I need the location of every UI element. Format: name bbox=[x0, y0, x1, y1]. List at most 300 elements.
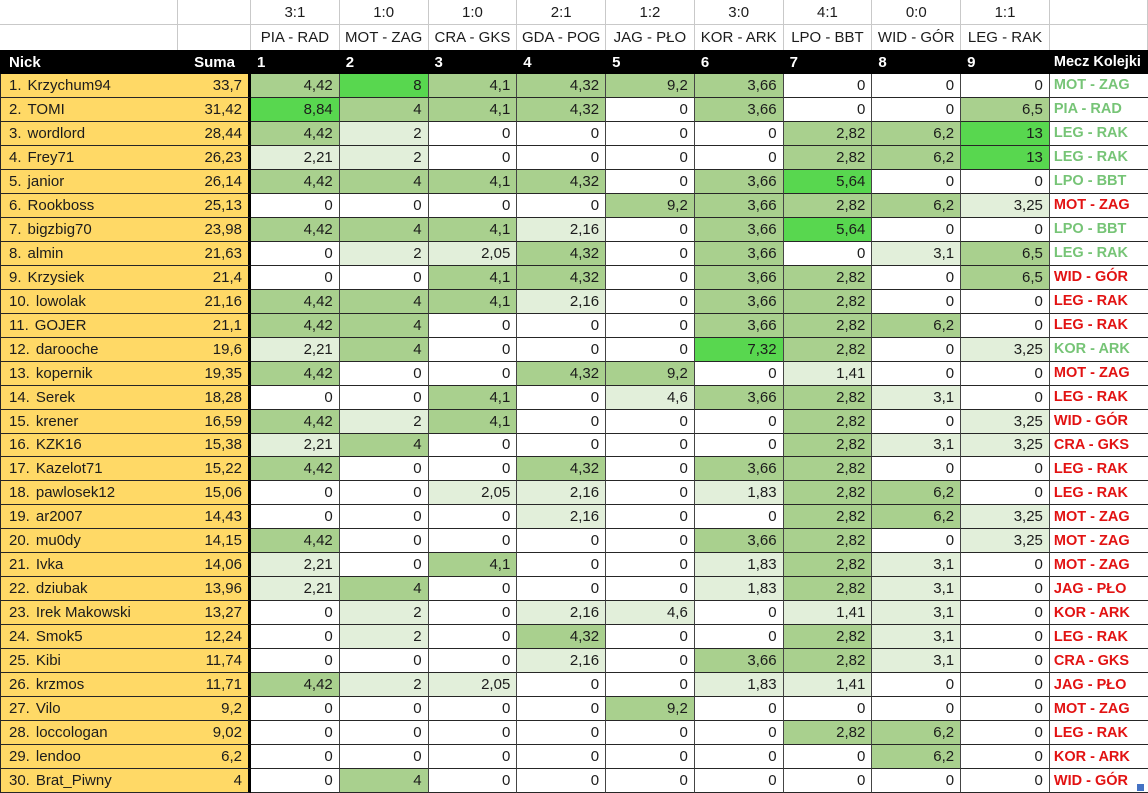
points-cell[interactable]: 0 bbox=[340, 386, 429, 410]
points-cell[interactable]: 0 bbox=[340, 649, 429, 673]
points-cell[interactable]: 13 bbox=[961, 122, 1050, 146]
points-cell[interactable]: 2,21 bbox=[251, 146, 340, 170]
nick-cell[interactable] bbox=[0, 673, 178, 697]
score-header-cell[interactable]: 4:1 bbox=[784, 0, 873, 25]
mecz-kolejki-cell[interactable]: MOT - ZAG bbox=[1050, 74, 1148, 98]
match-header-cell[interactable]: MOT - ZAG bbox=[340, 25, 429, 50]
points-cell[interactable]: 0 bbox=[429, 314, 518, 338]
mecz-kolejki-cell[interactable]: MOT - ZAG bbox=[1050, 362, 1148, 386]
points-cell[interactable]: 2 bbox=[340, 410, 429, 434]
points-cell[interactable]: 0 bbox=[784, 98, 873, 122]
points-cell[interactable]: 0 bbox=[429, 457, 518, 481]
points-cell[interactable]: 0 bbox=[606, 266, 695, 290]
points-cell[interactable]: 0 bbox=[961, 769, 1050, 793]
points-cell[interactable]: 2,82 bbox=[784, 457, 873, 481]
empty-cell[interactable] bbox=[178, 25, 251, 50]
suma-cell[interactable]: 4 bbox=[178, 769, 251, 793]
nick-cell[interactable] bbox=[0, 362, 178, 386]
points-cell[interactable]: 4,32 bbox=[517, 170, 606, 194]
column-header-round[interactable]: 1 bbox=[251, 50, 340, 74]
nick-cell[interactable] bbox=[0, 98, 178, 122]
points-cell[interactable]: 2,82 bbox=[784, 338, 873, 362]
score-header-cell[interactable]: 1:1 bbox=[961, 0, 1050, 25]
points-cell[interactable]: 0 bbox=[517, 410, 606, 434]
points-cell[interactable]: 0 bbox=[961, 697, 1050, 721]
points-cell[interactable]: 0 bbox=[517, 314, 606, 338]
points-cell[interactable]: 4,32 bbox=[517, 266, 606, 290]
points-cell[interactable]: 0 bbox=[961, 673, 1050, 697]
points-cell[interactable]: 0 bbox=[429, 697, 518, 721]
points-cell[interactable]: 0 bbox=[606, 481, 695, 505]
points-cell[interactable]: 6,2 bbox=[872, 194, 961, 218]
points-cell[interactable]: 4,32 bbox=[517, 362, 606, 386]
nick-cell[interactable] bbox=[0, 170, 178, 194]
points-cell[interactable]: 4 bbox=[340, 98, 429, 122]
points-cell[interactable]: 3,66 bbox=[695, 386, 784, 410]
mecz-kolejki-cell[interactable]: CRA - GKS bbox=[1050, 649, 1148, 673]
match-header-cell[interactable]: GDA - POG bbox=[517, 25, 606, 50]
mecz-kolejki-cell[interactable]: JAG - PŁO bbox=[1050, 577, 1148, 601]
points-cell[interactable]: 0 bbox=[606, 410, 695, 434]
points-cell[interactable]: 0 bbox=[340, 457, 429, 481]
points-cell[interactable]: 0 bbox=[961, 170, 1050, 194]
points-cell[interactable]: 2,21 bbox=[251, 577, 340, 601]
points-cell[interactable]: 0 bbox=[340, 362, 429, 386]
points-cell[interactable]: 0 bbox=[961, 577, 1050, 601]
points-cell[interactable]: 0 bbox=[961, 601, 1050, 625]
mecz-kolejki-cell[interactable]: LPO - BBT bbox=[1050, 170, 1148, 194]
nick-cell[interactable] bbox=[0, 577, 178, 601]
mecz-kolejki-cell[interactable]: PIA - RAD bbox=[1050, 98, 1148, 122]
points-cell[interactable]: 0 bbox=[872, 290, 961, 314]
points-cell[interactable]: 2,16 bbox=[517, 290, 606, 314]
points-cell[interactable]: 3,66 bbox=[695, 529, 784, 553]
points-cell[interactable]: 2,21 bbox=[251, 434, 340, 458]
points-cell[interactable]: 3,1 bbox=[872, 577, 961, 601]
points-cell[interactable]: 0 bbox=[784, 745, 873, 769]
mecz-kolejki-cell[interactable]: LEG - RAK bbox=[1050, 314, 1148, 338]
points-cell[interactable]: 4 bbox=[340, 577, 429, 601]
points-cell[interactable]: 0 bbox=[872, 362, 961, 386]
points-cell[interactable]: 0 bbox=[606, 769, 695, 793]
mecz-kolejki-cell[interactable]: LEG - RAK bbox=[1050, 457, 1148, 481]
points-cell[interactable]: 0 bbox=[251, 386, 340, 410]
column-header-suma[interactable]: Suma bbox=[178, 50, 251, 74]
points-cell[interactable]: 1,41 bbox=[784, 673, 873, 697]
points-cell[interactable]: 2,16 bbox=[517, 649, 606, 673]
score-header-cell[interactable]: 0:0 bbox=[872, 0, 961, 25]
nick-cell[interactable] bbox=[0, 338, 178, 362]
points-cell[interactable]: 1,83 bbox=[695, 577, 784, 601]
points-cell[interactable]: 8 bbox=[340, 74, 429, 98]
points-cell[interactable]: 0 bbox=[251, 697, 340, 721]
points-cell[interactable]: 2,82 bbox=[784, 146, 873, 170]
mecz-kolejki-cell[interactable]: MOT - ZAG bbox=[1050, 553, 1148, 577]
points-cell[interactable]: 9,2 bbox=[606, 74, 695, 98]
points-cell[interactable]: 4,1 bbox=[429, 266, 518, 290]
points-cell[interactable]: 2 bbox=[340, 601, 429, 625]
points-cell[interactable]: 0 bbox=[872, 170, 961, 194]
points-cell[interactable]: 4,1 bbox=[429, 290, 518, 314]
match-header-cell[interactable]: LEG - RAK bbox=[961, 25, 1050, 50]
points-cell[interactable]: 0 bbox=[695, 625, 784, 649]
points-cell[interactable]: 4,1 bbox=[429, 218, 518, 242]
suma-cell[interactable]: 26,23 bbox=[178, 146, 251, 170]
points-cell[interactable]: 0 bbox=[961, 74, 1050, 98]
points-cell[interactable]: 4,42 bbox=[251, 218, 340, 242]
points-cell[interactable]: 0 bbox=[340, 697, 429, 721]
points-cell[interactable]: 0 bbox=[340, 529, 429, 553]
points-cell[interactable]: 0 bbox=[340, 266, 429, 290]
points-cell[interactable]: 0 bbox=[961, 362, 1050, 386]
mecz-kolejki-cell[interactable]: LPO - BBT bbox=[1050, 218, 1148, 242]
points-cell[interactable]: 4 bbox=[340, 338, 429, 362]
points-cell[interactable]: 3,25 bbox=[961, 505, 1050, 529]
empty-cell[interactable] bbox=[178, 0, 251, 25]
empty-cell[interactable] bbox=[0, 25, 178, 50]
mecz-kolejki-cell[interactable]: LEG - RAK bbox=[1050, 386, 1148, 410]
points-cell[interactable]: 3,25 bbox=[961, 194, 1050, 218]
score-header-cell[interactable]: 2:1 bbox=[517, 0, 606, 25]
points-cell[interactable]: 0 bbox=[961, 649, 1050, 673]
score-header-cell[interactable]: 1:0 bbox=[340, 0, 429, 25]
points-cell[interactable]: 0 bbox=[429, 122, 518, 146]
points-cell[interactable]: 0 bbox=[872, 769, 961, 793]
points-cell[interactable]: 4,32 bbox=[517, 74, 606, 98]
points-cell[interactable]: 4,32 bbox=[517, 457, 606, 481]
points-cell[interactable]: 0 bbox=[961, 553, 1050, 577]
mecz-kolejki-cell[interactable]: MOT - ZAG bbox=[1050, 505, 1148, 529]
points-cell[interactable]: 2,82 bbox=[784, 122, 873, 146]
points-cell[interactable]: 0 bbox=[606, 745, 695, 769]
points-cell[interactable]: 0 bbox=[961, 457, 1050, 481]
mecz-kolejki-cell[interactable]: LEG - RAK bbox=[1050, 721, 1148, 745]
points-cell[interactable]: 3,1 bbox=[872, 434, 961, 458]
points-cell[interactable]: 0 bbox=[606, 338, 695, 362]
points-cell[interactable]: 4,1 bbox=[429, 74, 518, 98]
suma-cell[interactable]: 33,7 bbox=[178, 74, 251, 98]
points-cell[interactable]: 3,1 bbox=[872, 242, 961, 266]
score-header-cell[interactable]: 3:1 bbox=[251, 0, 340, 25]
mecz-kolejki-cell[interactable]: LEG - RAK bbox=[1050, 122, 1148, 146]
points-cell[interactable]: 6,2 bbox=[872, 146, 961, 170]
mecz-kolejki-cell[interactable]: KOR - ARK bbox=[1050, 745, 1148, 769]
nick-cell[interactable] bbox=[0, 505, 178, 529]
suma-cell[interactable]: 15,06 bbox=[178, 481, 251, 505]
points-cell[interactable]: 2 bbox=[340, 242, 429, 266]
points-cell[interactable]: 0 bbox=[606, 673, 695, 697]
points-cell[interactable]: 0 bbox=[606, 242, 695, 266]
nick-cell[interactable] bbox=[0, 242, 178, 266]
suma-cell[interactable]: 14,15 bbox=[178, 529, 251, 553]
points-cell[interactable]: 0 bbox=[429, 577, 518, 601]
points-cell[interactable]: 4,1 bbox=[429, 98, 518, 122]
points-cell[interactable]: 0 bbox=[517, 338, 606, 362]
nick-cell[interactable] bbox=[0, 74, 178, 98]
points-cell[interactable]: 0 bbox=[695, 601, 784, 625]
points-cell[interactable]: 0 bbox=[961, 386, 1050, 410]
points-cell[interactable]: 2,16 bbox=[517, 505, 606, 529]
suma-cell[interactable]: 15,38 bbox=[178, 434, 251, 458]
points-cell[interactable]: 4,6 bbox=[606, 601, 695, 625]
nick-cell[interactable] bbox=[0, 194, 178, 218]
match-header-cell[interactable]: LPO - BBT bbox=[784, 25, 873, 50]
mecz-kolejki-cell[interactable]: LEG - RAK bbox=[1050, 290, 1148, 314]
points-cell[interactable]: 4,32 bbox=[517, 98, 606, 122]
column-header-round[interactable]: 7 bbox=[784, 50, 873, 74]
mecz-kolejki-cell[interactable]: LEG - RAK bbox=[1050, 242, 1148, 266]
points-cell[interactable]: 2,16 bbox=[517, 481, 606, 505]
points-cell[interactable]: 4 bbox=[340, 434, 429, 458]
points-cell[interactable]: 0 bbox=[606, 577, 695, 601]
points-cell[interactable]: 0 bbox=[606, 457, 695, 481]
points-cell[interactable]: 0 bbox=[429, 434, 518, 458]
points-cell[interactable]: 0 bbox=[606, 505, 695, 529]
column-header-round[interactable]: 2 bbox=[340, 50, 429, 74]
points-cell[interactable]: 7,32 bbox=[695, 338, 784, 362]
points-cell[interactable]: 0 bbox=[340, 721, 429, 745]
suma-cell[interactable]: 21,16 bbox=[178, 290, 251, 314]
points-cell[interactable]: 0 bbox=[517, 769, 606, 793]
points-cell[interactable]: 9,2 bbox=[606, 362, 695, 386]
points-cell[interactable]: 0 bbox=[606, 625, 695, 649]
column-header-round[interactable]: 8 bbox=[872, 50, 961, 74]
points-cell[interactable]: 5,64 bbox=[784, 170, 873, 194]
points-cell[interactable]: 4,42 bbox=[251, 74, 340, 98]
nick-cell[interactable] bbox=[0, 721, 178, 745]
points-cell[interactable]: 2,16 bbox=[517, 601, 606, 625]
points-cell[interactable]: 0 bbox=[695, 122, 784, 146]
points-cell[interactable]: 4 bbox=[340, 314, 429, 338]
points-cell[interactable]: 2,16 bbox=[517, 218, 606, 242]
points-cell[interactable]: 2,82 bbox=[784, 481, 873, 505]
column-header-round[interactable]: 6 bbox=[695, 50, 784, 74]
points-cell[interactable]: 0 bbox=[429, 194, 518, 218]
points-cell[interactable]: 2 bbox=[340, 122, 429, 146]
mecz-kolejki-cell[interactable]: MOT - ZAG bbox=[1050, 529, 1148, 553]
points-cell[interactable]: 0 bbox=[517, 697, 606, 721]
points-cell[interactable]: 0 bbox=[961, 314, 1050, 338]
points-cell[interactable]: 3,66 bbox=[695, 314, 784, 338]
points-cell[interactable]: 0 bbox=[695, 721, 784, 745]
mecz-kolejki-cell[interactable]: WID - GÓR bbox=[1050, 769, 1148, 793]
points-cell[interactable]: 0 bbox=[872, 673, 961, 697]
points-cell[interactable]: 3,1 bbox=[872, 386, 961, 410]
points-cell[interactable]: 0 bbox=[517, 553, 606, 577]
points-cell[interactable]: 2,82 bbox=[784, 410, 873, 434]
points-cell[interactable]: 0 bbox=[606, 314, 695, 338]
points-cell[interactable]: 6,5 bbox=[961, 98, 1050, 122]
points-cell[interactable]: 2 bbox=[340, 673, 429, 697]
nick-cell[interactable] bbox=[0, 625, 178, 649]
points-cell[interactable]: 2,82 bbox=[784, 649, 873, 673]
suma-cell[interactable]: 9,2 bbox=[178, 697, 251, 721]
points-cell[interactable]: 0 bbox=[872, 410, 961, 434]
points-cell[interactable]: 0 bbox=[606, 218, 695, 242]
points-cell[interactable]: 0 bbox=[606, 721, 695, 745]
points-cell[interactable]: 0 bbox=[695, 410, 784, 434]
points-cell[interactable]: 13 bbox=[961, 146, 1050, 170]
points-cell[interactable]: 2,82 bbox=[784, 290, 873, 314]
points-cell[interactable]: 6,5 bbox=[961, 242, 1050, 266]
points-cell[interactable]: 0 bbox=[872, 697, 961, 721]
nick-cell[interactable] bbox=[0, 529, 178, 553]
points-cell[interactable]: 3,1 bbox=[872, 649, 961, 673]
match-header-cell[interactable]: CRA - GKS bbox=[429, 25, 518, 50]
suma-cell[interactable]: 25,13 bbox=[178, 194, 251, 218]
points-cell[interactable]: 6,2 bbox=[872, 314, 961, 338]
mecz-kolejki-cell[interactable]: KOR - ARK bbox=[1050, 338, 1148, 362]
points-cell[interactable]: 0 bbox=[872, 529, 961, 553]
fill-handle[interactable] bbox=[1136, 783, 1144, 791]
points-cell[interactable]: 5,64 bbox=[784, 218, 873, 242]
points-cell[interactable]: 0 bbox=[606, 553, 695, 577]
mecz-kolejki-cell[interactable]: WID - GÓR bbox=[1050, 266, 1148, 290]
points-cell[interactable]: 0 bbox=[429, 601, 518, 625]
empty-cell[interactable] bbox=[1050, 0, 1148, 25]
points-cell[interactable]: 0 bbox=[606, 649, 695, 673]
points-cell[interactable]: 0 bbox=[429, 625, 518, 649]
points-cell[interactable]: 0 bbox=[961, 625, 1050, 649]
points-cell[interactable]: 0 bbox=[251, 242, 340, 266]
score-header-cell[interactable]: 1:2 bbox=[606, 0, 695, 25]
points-cell[interactable]: 4,42 bbox=[251, 314, 340, 338]
points-cell[interactable]: 2,82 bbox=[784, 529, 873, 553]
points-cell[interactable]: 0 bbox=[961, 745, 1050, 769]
suma-cell[interactable]: 13,27 bbox=[178, 601, 251, 625]
mecz-kolejki-cell[interactable]: LEG - RAK bbox=[1050, 146, 1148, 170]
nick-cell[interactable] bbox=[0, 434, 178, 458]
points-cell[interactable]: 0 bbox=[784, 242, 873, 266]
points-cell[interactable]: 2 bbox=[340, 146, 429, 170]
points-cell[interactable]: 6,2 bbox=[872, 505, 961, 529]
points-cell[interactable]: 2,05 bbox=[429, 481, 518, 505]
points-cell[interactable]: 0 bbox=[695, 434, 784, 458]
column-header-nick[interactable]: Nick bbox=[0, 50, 178, 74]
column-header-mecz-kolejki[interactable]: Mecz Kolejki bbox=[1050, 50, 1148, 74]
points-cell[interactable]: 2 bbox=[340, 625, 429, 649]
nick-cell[interactable] bbox=[0, 601, 178, 625]
points-cell[interactable]: 0 bbox=[429, 769, 518, 793]
points-cell[interactable]: 1,83 bbox=[695, 553, 784, 577]
suma-cell[interactable]: 21,4 bbox=[178, 266, 251, 290]
suma-cell[interactable]: 15,22 bbox=[178, 457, 251, 481]
nick-cell[interactable] bbox=[0, 410, 178, 434]
points-cell[interactable]: 4,42 bbox=[251, 290, 340, 314]
suma-cell[interactable]: 19,35 bbox=[178, 362, 251, 386]
mecz-kolejki-cell[interactable]: WID - GÓR bbox=[1050, 410, 1148, 434]
match-header-cell[interactable]: WID - GÓR bbox=[872, 25, 961, 50]
suma-cell[interactable]: 13,96 bbox=[178, 577, 251, 601]
points-cell[interactable]: 4,42 bbox=[251, 410, 340, 434]
suma-cell[interactable]: 14,06 bbox=[178, 553, 251, 577]
points-cell[interactable]: 0 bbox=[961, 721, 1050, 745]
points-cell[interactable]: 3,25 bbox=[961, 434, 1050, 458]
points-cell[interactable]: 6,2 bbox=[872, 721, 961, 745]
points-cell[interactable]: 3,25 bbox=[961, 529, 1050, 553]
points-cell[interactable]: 1,41 bbox=[784, 362, 873, 386]
suma-cell[interactable]: 16,59 bbox=[178, 410, 251, 434]
points-cell[interactable]: 2,82 bbox=[784, 434, 873, 458]
nick-cell[interactable] bbox=[0, 649, 178, 673]
nick-cell[interactable] bbox=[0, 697, 178, 721]
suma-cell[interactable]: 26,14 bbox=[178, 170, 251, 194]
points-cell[interactable]: 0 bbox=[251, 745, 340, 769]
suma-cell[interactable]: 18,28 bbox=[178, 386, 251, 410]
score-header-cell[interactable]: 3:0 bbox=[695, 0, 784, 25]
mecz-kolejki-cell[interactable]: CRA - GKS bbox=[1050, 434, 1148, 458]
points-cell[interactable]: 0 bbox=[606, 98, 695, 122]
points-cell[interactable]: 0 bbox=[784, 697, 873, 721]
points-cell[interactable]: 3,66 bbox=[695, 457, 784, 481]
suma-cell[interactable]: 21,63 bbox=[178, 242, 251, 266]
points-cell[interactable]: 0 bbox=[517, 721, 606, 745]
empty-cell[interactable] bbox=[0, 0, 178, 25]
points-cell[interactable]: 0 bbox=[872, 218, 961, 242]
nick-cell[interactable] bbox=[0, 266, 178, 290]
points-cell[interactable]: 4,42 bbox=[251, 673, 340, 697]
points-cell[interactable]: 6,2 bbox=[872, 122, 961, 146]
points-cell[interactable]: 1,83 bbox=[695, 481, 784, 505]
points-cell[interactable]: 3,66 bbox=[695, 218, 784, 242]
points-cell[interactable]: 0 bbox=[606, 434, 695, 458]
points-cell[interactable]: 3,66 bbox=[695, 194, 784, 218]
points-cell[interactable]: 0 bbox=[872, 457, 961, 481]
nick-cell[interactable] bbox=[0, 218, 178, 242]
nick-cell[interactable] bbox=[0, 314, 178, 338]
points-cell[interactable]: 0 bbox=[872, 266, 961, 290]
empty-cell[interactable] bbox=[1050, 25, 1148, 50]
points-cell[interactable]: 4,42 bbox=[251, 170, 340, 194]
points-cell[interactable]: 2,82 bbox=[784, 266, 873, 290]
suma-cell[interactable]: 9,02 bbox=[178, 721, 251, 745]
points-cell[interactable]: 0 bbox=[251, 625, 340, 649]
nick-cell[interactable] bbox=[0, 146, 178, 170]
match-header-cell[interactable]: KOR - ARK bbox=[695, 25, 784, 50]
points-cell[interactable]: 0 bbox=[429, 362, 518, 386]
points-cell[interactable]: 0 bbox=[429, 505, 518, 529]
points-cell[interactable]: 4,1 bbox=[429, 386, 518, 410]
points-cell[interactable]: 3,66 bbox=[695, 266, 784, 290]
points-cell[interactable]: 4,1 bbox=[429, 553, 518, 577]
points-cell[interactable]: 4,1 bbox=[429, 170, 518, 194]
mecz-kolejki-cell[interactable]: MOT - ZAG bbox=[1050, 194, 1148, 218]
points-cell[interactable]: 2,82 bbox=[784, 577, 873, 601]
points-cell[interactable]: 4 bbox=[340, 290, 429, 314]
suma-cell[interactable]: 23,98 bbox=[178, 218, 251, 242]
points-cell[interactable]: 1,41 bbox=[784, 601, 873, 625]
points-cell[interactable]: 3,66 bbox=[695, 170, 784, 194]
points-cell[interactable]: 1,83 bbox=[695, 673, 784, 697]
points-cell[interactable]: 2,82 bbox=[784, 553, 873, 577]
points-cell[interactable]: 0 bbox=[251, 505, 340, 529]
points-cell[interactable]: 0 bbox=[429, 146, 518, 170]
points-cell[interactable]: 3,1 bbox=[872, 601, 961, 625]
points-cell[interactable]: 0 bbox=[517, 577, 606, 601]
suma-cell[interactable]: 12,24 bbox=[178, 625, 251, 649]
suma-cell[interactable]: 21,1 bbox=[178, 314, 251, 338]
points-cell[interactable]: 0 bbox=[784, 74, 873, 98]
points-cell[interactable]: 0 bbox=[872, 98, 961, 122]
points-cell[interactable]: 0 bbox=[340, 481, 429, 505]
points-cell[interactable]: 0 bbox=[517, 434, 606, 458]
points-cell[interactable]: 3,66 bbox=[695, 242, 784, 266]
nick-cell[interactable] bbox=[0, 481, 178, 505]
points-cell[interactable]: 2,82 bbox=[784, 386, 873, 410]
points-cell[interactable]: 4 bbox=[340, 218, 429, 242]
points-cell[interactable]: 0 bbox=[961, 290, 1050, 314]
mecz-kolejki-cell[interactable]: JAG - PŁO bbox=[1050, 673, 1148, 697]
